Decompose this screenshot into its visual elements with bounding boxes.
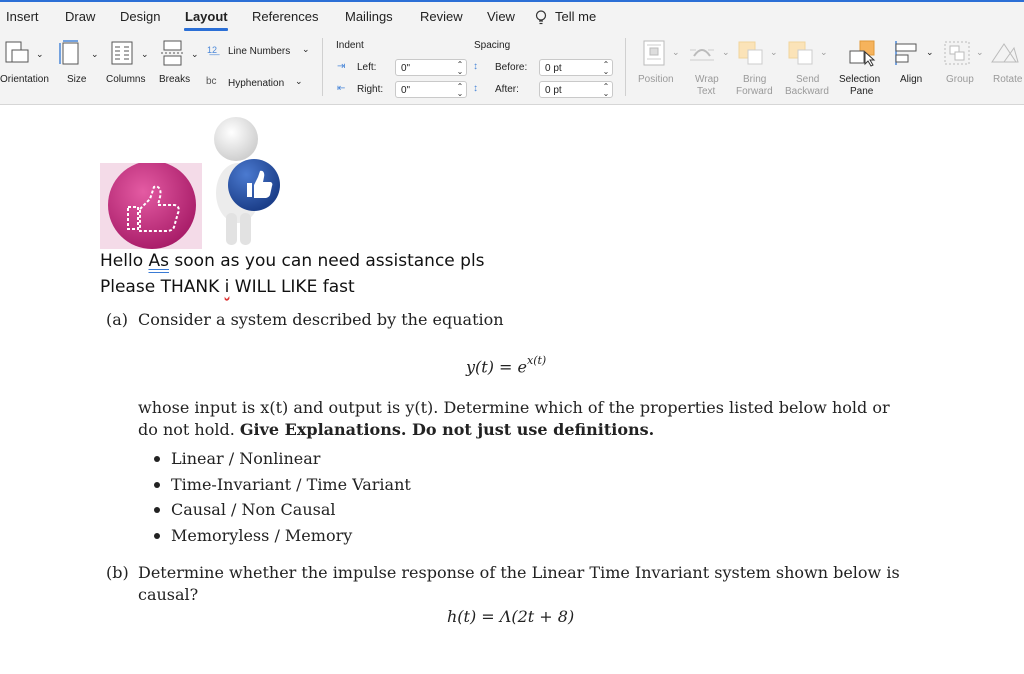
send-backward-label-2[interactable]: Backward <box>785 86 829 97</box>
group-label[interactable]: Group <box>946 74 974 85</box>
list-item-text: Causal / Non Causal <box>171 500 336 519</box>
indent-right-label: Right: <box>357 84 384 95</box>
chevron-down-icon[interactable]: ⌄ <box>191 49 199 59</box>
send-backward-icon[interactable] <box>787 40 815 66</box>
wrap-text-label-1[interactable]: Wrap <box>695 74 719 85</box>
request-line-1 <box>100 251 485 271</box>
list-item-text: Memoryless / Memory <box>171 526 353 545</box>
indent-left-icon: ⇥ <box>337 61 346 72</box>
spacing-heading: Spacing <box>474 40 511 51</box>
indent-left-field[interactable]: 0" <box>395 59 467 76</box>
request-line-2 <box>100 277 355 297</box>
instruction-bold-text: Give Explanations. Do not just use definitions. <box>239 420 655 439</box>
tell-me-search[interactable]: Tell me <box>555 9 597 24</box>
tab-references[interactable]: References <box>252 9 319 24</box>
line-numbers-icon[interactable]: 1̲2̲ <box>207 45 218 55</box>
group-icon[interactable] <box>943 40 971 66</box>
chevron-down-icon[interactable]: ⌄ <box>926 47 934 57</box>
breaks-label[interactable]: Breaks <box>159 74 191 85</box>
bring-forward-label-2[interactable]: Forward <box>736 86 773 97</box>
equation-a-exponent: x(t) <box>527 354 547 367</box>
part-a-label: (a) <box>106 310 129 329</box>
part-b-label: (b) <box>106 563 129 582</box>
document-canvas[interactable] <box>0 105 1024 674</box>
chevron-down-icon[interactable]: ⌄ <box>722 47 730 57</box>
wrap-text-icon[interactable] <box>688 40 716 66</box>
chevron-down-icon[interactable]: ⌄ <box>91 49 99 59</box>
chevron-down-icon[interactable]: ⌄ <box>672 47 680 57</box>
chevron-down-icon[interactable]: ⌄ <box>36 49 44 59</box>
tab-draw[interactable]: Draw <box>65 9 96 24</box>
size-label[interactable]: Size <box>67 74 87 85</box>
part-a-text: Consider a system described by the equation <box>138 310 504 329</box>
chevron-down-icon[interactable]: ⌄ <box>976 47 984 57</box>
ribbon-tab-bar <box>0 2 1024 32</box>
breaks-icon[interactable] <box>160 40 186 66</box>
chevron-down-icon[interactable]: ⌄ <box>295 76 303 86</box>
spacing-before-stepper[interactable]: ⌃ ⌄ <box>602 60 610 76</box>
instruction-text: do not hold. <box>138 420 235 439</box>
spacing-after-stepper[interactable]: ⌃ ⌄ <box>602 82 610 98</box>
tab-layout[interactable]: Layout <box>185 9 228 24</box>
part-a-body-line-1: whose input is x(t) and output is y(t). Determine which of the properties listed below hold or <box>138 398 890 417</box>
request-text: WILL LIKE fast <box>229 277 355 297</box>
indent-right-field[interactable]: 0" <box>395 81 467 98</box>
lightbulb-icon <box>535 10 547 25</box>
equation-a <box>466 356 546 376</box>
part-b-line-2: causal? <box>138 585 199 604</box>
wrap-text-label-2[interactable]: Text <box>697 86 716 97</box>
size-icon[interactable] <box>58 40 84 66</box>
thumbs-up-pink-image[interactable] <box>100 163 202 249</box>
hyphenation-label[interactable]: Hyphenation <box>228 78 285 89</box>
rotate-label[interactable]: Rotate <box>993 74 1023 85</box>
columns-label[interactable]: Columns <box>106 74 146 85</box>
indent-right-icon: ⇤ <box>337 83 346 94</box>
send-backward-label-1[interactable]: Send <box>796 74 820 85</box>
bring-forward-icon[interactable] <box>737 40 765 66</box>
tab-insert[interactable]: Insert <box>6 9 39 24</box>
chevron-down-icon[interactable]: ⌄ <box>302 44 310 54</box>
indent-heading: Indent <box>336 40 364 51</box>
orientation-icon[interactable] <box>4 40 30 66</box>
list-item-text: Linear / Nonlinear <box>171 449 321 468</box>
indent-left-label: Left: <box>357 62 377 73</box>
request-text: soon as you can need assistance pls <box>169 251 485 271</box>
chevron-down-icon[interactable]: ⌄ <box>141 49 149 59</box>
spacing-after-field[interactable]: 0 pt <box>539 81 613 98</box>
equation-a-base: y(t) = e <box>466 357 527 377</box>
active-tab-indicator <box>184 28 228 31</box>
equation-b: h(t) = Λ(2t + 8) <box>447 607 575 626</box>
request-text: Please THANK <box>100 277 225 297</box>
indent-left-stepper[interactable]: ⌃ ⌄ <box>456 60 464 76</box>
align-label[interactable]: Align <box>900 74 923 85</box>
indent-right-stepper[interactable]: ⌃ ⌄ <box>456 82 464 98</box>
line-numbers-label[interactable]: Line Numbers <box>228 46 291 57</box>
columns-icon[interactable] <box>109 40 135 66</box>
tab-design[interactable]: Design <box>120 9 161 24</box>
selection-pane-label-2[interactable]: Pane <box>850 86 874 97</box>
ribbon-separator <box>322 38 323 96</box>
orientation-label[interactable]: Orientation <box>0 74 49 85</box>
selection-pane-label-1[interactable]: Selection <box>839 74 881 85</box>
tab-mailings[interactable]: Mailings <box>345 9 393 24</box>
spacing-before-field[interactable]: 0 pt <box>539 59 613 76</box>
spacing-before-label: Before: <box>495 62 528 73</box>
spacing-after-icon: ↕ <box>473 83 478 94</box>
ribbon-separator <box>625 38 626 96</box>
hyphenation-icon[interactable]: bc <box>206 76 217 87</box>
spacing-before-icon: ↕ <box>473 61 478 72</box>
align-icon[interactable] <box>893 39 921 67</box>
tab-view[interactable]: View <box>487 9 515 24</box>
chevron-down-icon[interactable]: ⌄ <box>770 47 778 57</box>
thumbs-up-figure-image[interactable] <box>200 113 284 251</box>
rotate-icon[interactable] <box>990 40 1020 66</box>
spelling-flagged-word[interactable]: i <box>224 277 230 297</box>
tab-review[interactable]: Review <box>420 9 463 24</box>
part-b-line-1: Determine whether the impulse response of the Linear Time Invariant system shown below is <box>138 563 900 582</box>
request-text: Hello <box>100 251 149 271</box>
layout-ribbon <box>0 32 1024 105</box>
chevron-down-icon[interactable]: ⌄ <box>820 47 828 57</box>
list-item-text: Time-Invariant / Time Variant <box>171 475 411 494</box>
bring-forward-label-1[interactable]: Bring <box>743 74 767 85</box>
position-label[interactable]: Position <box>638 74 674 85</box>
selection-pane-icon[interactable] <box>848 39 878 67</box>
grammar-flagged-word[interactable]: As <box>148 251 169 271</box>
part-a-body-line-2 <box>138 420 654 439</box>
spacing-after-label: After: <box>495 84 519 95</box>
position-icon[interactable] <box>642 40 666 66</box>
